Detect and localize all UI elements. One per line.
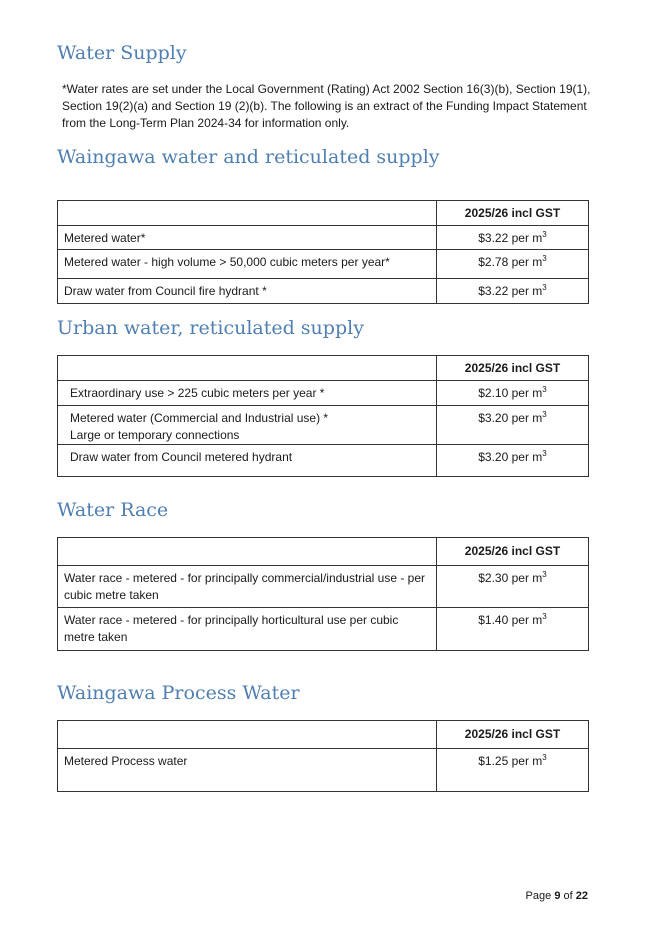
row-rate: $3.22 per $m^3$ — [437, 226, 589, 250]
row-rate: $3.20 per $m^3$ — [437, 445, 589, 477]
table-row — [58, 226, 589, 250]
row-description: Metered Process water — [58, 749, 437, 792]
header-empty-cell — [58, 721, 437, 749]
row-rate: $1.40 per $m^3$ — [437, 608, 589, 651]
header-empty-cell — [58, 201, 437, 226]
row-description: Metered water* — [58, 226, 437, 250]
row-rate: $3.22 per $m^3$ — [437, 279, 589, 304]
table-urban-water — [57, 355, 589, 477]
table-row — [58, 445, 589, 477]
row-description: Extraordinary use > 225 cubic meters per year * — [58, 381, 437, 406]
page-label: Page — [525, 890, 552, 902]
table-row — [58, 279, 589, 304]
row-rate: $2.10 per $m^3$ — [437, 381, 589, 406]
page-number: 9 — [554, 890, 561, 902]
row-description: Water race - metered - for principally commercial/industrial use - per cubic metre taken — [58, 566, 437, 608]
table-row — [58, 749, 589, 792]
row-description: Water race - metered - for principally horticultural use per cubic metre taken — [58, 608, 437, 651]
page-title: Water Supply — [57, 42, 187, 64]
column-header: 2025/26 incl GST — [437, 721, 589, 749]
table-header-row — [58, 721, 589, 749]
section-heading-water-race: Water Race — [57, 499, 169, 521]
section-heading-urban-water: Urban water, reticulated supply — [57, 317, 364, 339]
table-header-row — [58, 538, 589, 566]
row-rate: $3.20 per $m^3$ — [437, 406, 589, 445]
row-rate: $2.78 per $m^3$ — [437, 250, 589, 279]
table-header-row — [58, 356, 589, 381]
row-description: Draw water from Council fire hydrant * — [58, 279, 437, 304]
table-row — [58, 566, 589, 608]
table-row — [58, 608, 589, 651]
page-footer — [500, 890, 588, 902]
intro-paragraph: *Water rates are set under the Local Government (Rating) Act 2002 Section 16(3)(b), Section 19(1), Section 19(2)(a) and Section 19 (2)(b). The following is an extract of the Funding Impact Statement from the Long-Term Plan 2024-34 for information only. — [62, 82, 591, 130]
section-heading-process-water: Waingawa Process Water — [57, 682, 300, 704]
of-label: of — [563, 890, 573, 902]
column-header: 2025/26 incl GST — [437, 538, 589, 566]
row-description: Metered water - high volume > 50,000 cubic meters per year* — [58, 250, 437, 279]
table-waingawa-water — [57, 200, 589, 304]
section-heading-waingawa-water: Waingawa water and reticulated supply — [57, 146, 440, 168]
table-water-race — [57, 537, 589, 651]
row-rate: $1.25 per $m^3$ — [437, 749, 589, 792]
column-header: 2025/26 incl GST — [437, 356, 589, 381]
table-process-water — [57, 720, 589, 792]
table-header-row — [58, 201, 589, 226]
header-empty-cell — [58, 356, 437, 381]
row-rate: $2.30 per $m^3$ — [437, 566, 589, 608]
table-row — [58, 250, 589, 279]
table-row — [58, 381, 589, 406]
column-header: 2025/26 incl GST — [437, 201, 589, 226]
row-description: Draw water from Council metered hydrant — [58, 445, 437, 477]
row-description: Metered water (Commercial and Industrial use) * Large or temporary connections — [58, 406, 437, 445]
total-pages: 22 — [575, 890, 588, 902]
header-empty-cell — [58, 538, 437, 566]
table-row — [58, 406, 589, 445]
